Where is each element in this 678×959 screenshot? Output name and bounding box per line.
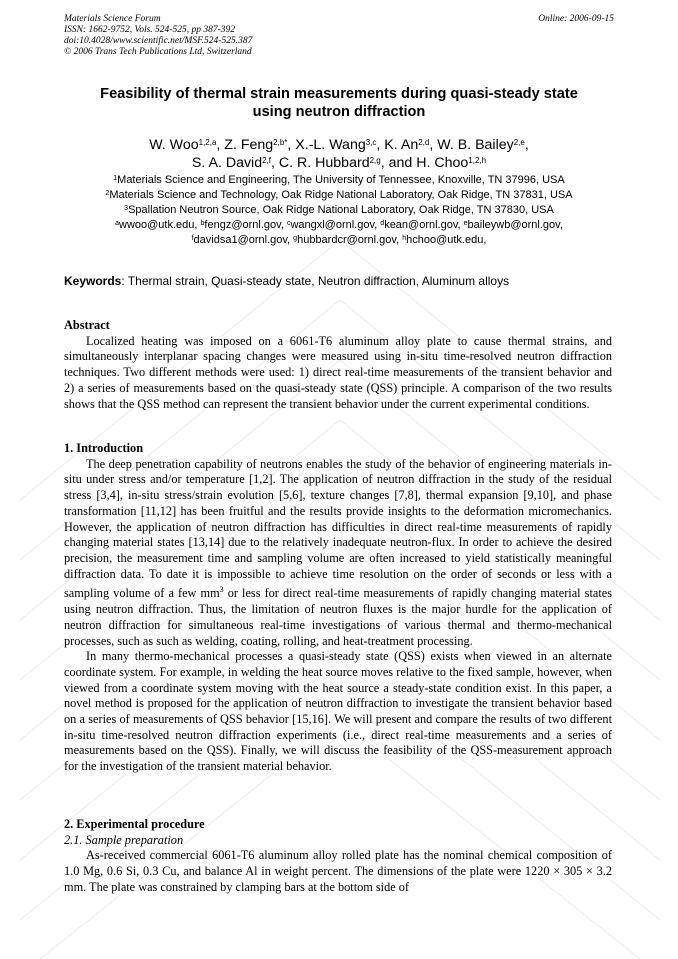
author-list: W. Woo$^{1,2,a}$, Z. Feng$^{2,b*}$, X.-L. Wang$^{3,c}$, K. An$^{2,d}$, W. B. Bailey$^{2,e}$, S. A. David$^{2,f}$, C. R. Hubbard$^{2,g}$, and H. Choo$^{1,2,h}$ [149, 137, 529, 171]
author-name: , C. R. Hubbard [271, 155, 370, 171]
experimental-paragraph-1: As-received commercial 6061-T6 aluminum alloy rolled plate has the nominal chemical composition of 1.0 Mg, 0.6 Si, 0.3 Cu, and balance Al in weight percent. The dimensions of the plate were 1220 × 305 × 3.2 mm. The plate was constrained by clamping bars at the bottom side of [64, 848, 612, 894]
author-affil-mark: 2,e [513, 138, 525, 147]
introduction-paragraph-2: In many thermo-mechanical processes a quasi-steady state (QSS) exists when viewed in an alternate coordinate system. For example, in welding the heat source moves relative to the fixed sample, however, when viewed from a coordinate system moving with the heat source a steady-state condition exist. In this paper, a novel method is proposed for the application of neutron diffraction to investigate the transient behavior based on a series of measurements of QSS behavior [15,16]. We will present and compare the results of two different in-situ time-resolved neutron diffraction experiments (i.e., direct real-time measurements and a series of measurements based on the QSS). Finally, we will discuss the feasibility of the QSS-measurement approach for the investigation of the transient material behavior. [64, 649, 612, 774]
affiliation-mark: 1 [113, 175, 118, 182]
email-address: wangxl@ornl.gov, [290, 219, 381, 231]
email-mark: b [200, 220, 205, 227]
author-affil-mark: 2,f [262, 156, 272, 165]
email-mark: d [380, 220, 385, 227]
introduction-paragraph-1 [64, 457, 612, 650]
title-line-1: Feasibility of thermal strain measurements during quasi-steady state [100, 86, 578, 102]
email-address: hubbardcr@ornl.gov, [297, 234, 403, 246]
author-affil-mark: 3,c [365, 138, 377, 147]
author-affil-mark: 2,g [369, 156, 381, 165]
email-mark: h [402, 235, 407, 242]
author-affil-mark: 2,d [418, 138, 430, 147]
email-address: baileywb@ornl.gov, [467, 219, 563, 231]
email-mark: g [293, 235, 298, 242]
superscript: 3 [219, 585, 224, 595]
title-line-2: using neutron diffraction [252, 104, 426, 120]
online-date: Online: 2006-09-15 [538, 14, 614, 24]
abstract-heading: Abstract [64, 318, 110, 332]
affiliation-line [64, 188, 614, 203]
email-address: fengz@ornl.gov, [204, 219, 287, 231]
author-name: , and H. Choo [380, 155, 469, 171]
author-affil-mark: 1,2,a [198, 138, 217, 147]
copyright-line: © 2006 Trans Tech Publications Ltd, Switzerland [64, 47, 252, 57]
email-address: hchoo@utk.edu, [406, 234, 487, 246]
introduction-section [64, 441, 612, 775]
abstract-paragraph: Localized heating was imposed on a 6061-T6 aluminum alloy plate to cause thermal strains, and simultaneously interplanar spacing changes were measured using in-situ time-resolved neutron diffraction techniques. Two different methods were used: 1) direct real-time measurements of the transient behavior and 2) a series of measurements based on the quasi-steady state (QSS) principle. A comparison of the two results shows that the QSS method can represent the transient behavior under the current experimental conditions. [64, 333, 612, 411]
paragraph-text: The deep penetration capability of neutrons enables the study of the behavior of engineering materials in-situ under stress and/or temperature [1,2]. The application of neutron diffraction in the study of the residual stress [3,4], in-situ stress/strain evolution [5,6], texture changes [7,8], thermal expansion [9,10], and phase transformation [11,12] has been fruitful and the results provide insights to the deformation micromechanics. However, the application of neutron diffraction has difficulties in direct real-time measurements of rapidly changing material states [13,14] due to the relatively inadequate neutron-flux. In order to achieve the desired precision, the measurement time and sampling volume are often increased to yield statistically meaningful diffraction data. To date it is impossible to achieve time resolution on the order of seconds or less with a sampling volume of a few mm [64, 456, 612, 601]
doi-line: doi:10.4028/www.scientific.net/MSF.524-525.387 [64, 36, 253, 46]
affiliation-line [64, 203, 614, 218]
email-address: wwoo@utk.edu, [119, 219, 201, 231]
journal-header [64, 14, 614, 58]
experimental-section [64, 817, 612, 896]
affiliation-line [64, 173, 614, 188]
email-line [64, 218, 614, 233]
affiliation-text: Spallation Neutron Source, Oak Ridge National Laboratory, Oak Ridge, TN 37830, USA [128, 204, 554, 216]
author-name: W. Woo [149, 137, 199, 153]
email-line [64, 233, 614, 248]
author-name: , W. B. Bailey [429, 137, 514, 153]
affiliation-mark: 2 [105, 190, 110, 197]
email-address: kean@ornl.gov, [384, 219, 464, 231]
email-mark: c [286, 220, 291, 227]
sample-preparation-subheading: 2.1. Sample preparation [64, 832, 184, 847]
affiliation-mark: 3 [124, 205, 129, 212]
email-address: davidsa1@ornl.gov, [193, 234, 294, 246]
email-mark: a [115, 220, 120, 227]
paper-title [64, 85, 614, 121]
introduction-heading: 1. Introduction [64, 441, 144, 455]
affiliation-text: Materials Science and Technology, Oak Ridge National Laboratory, Oak Ridge, TN 37831, USA [109, 189, 573, 201]
affiliations [64, 173, 614, 248]
affiliation-text: Materials Science and Engineering, The University of Tennessee, Knoxville, TN 37996, USA [117, 174, 565, 186]
author-affil-mark: 1,2,h [468, 156, 487, 165]
keywords-label: Keywords [64, 274, 122, 288]
author-name: , Z. Feng [216, 137, 274, 153]
paragraph-text: or less for direct real-time measurements of rapidly changing material states using neutron diffraction. Thus, the limitation of neutron fluxes is the major hurdle for the application of neutron diffraction for simultaneous real-time investigations of various thermal and thermo-mechanical processes, such as such as welding, coating, rolling, and heat-treatment processing. [64, 586, 613, 648]
issn-line: ISSN: 1662-9752, Vols. 524-525, pp 387-392 [64, 25, 235, 35]
author-name: , X.-L. Wang [287, 137, 366, 153]
author-name: S. A. David [191, 155, 263, 171]
abstract-section [64, 318, 612, 412]
author-affil-mark: 2,b* [273, 138, 288, 147]
email-mark: f [191, 235, 194, 242]
keywords-line [64, 274, 624, 288]
experimental-heading: 2. Experimental procedure [64, 817, 205, 831]
keywords-text: : Thermal strain, Quasi-steady state, Neutron diffraction, Aluminum alloys [121, 274, 510, 288]
journal-name: Materials Science Forum [64, 14, 161, 24]
email-mark: e [463, 220, 468, 227]
author-name: , K. An [376, 137, 419, 153]
